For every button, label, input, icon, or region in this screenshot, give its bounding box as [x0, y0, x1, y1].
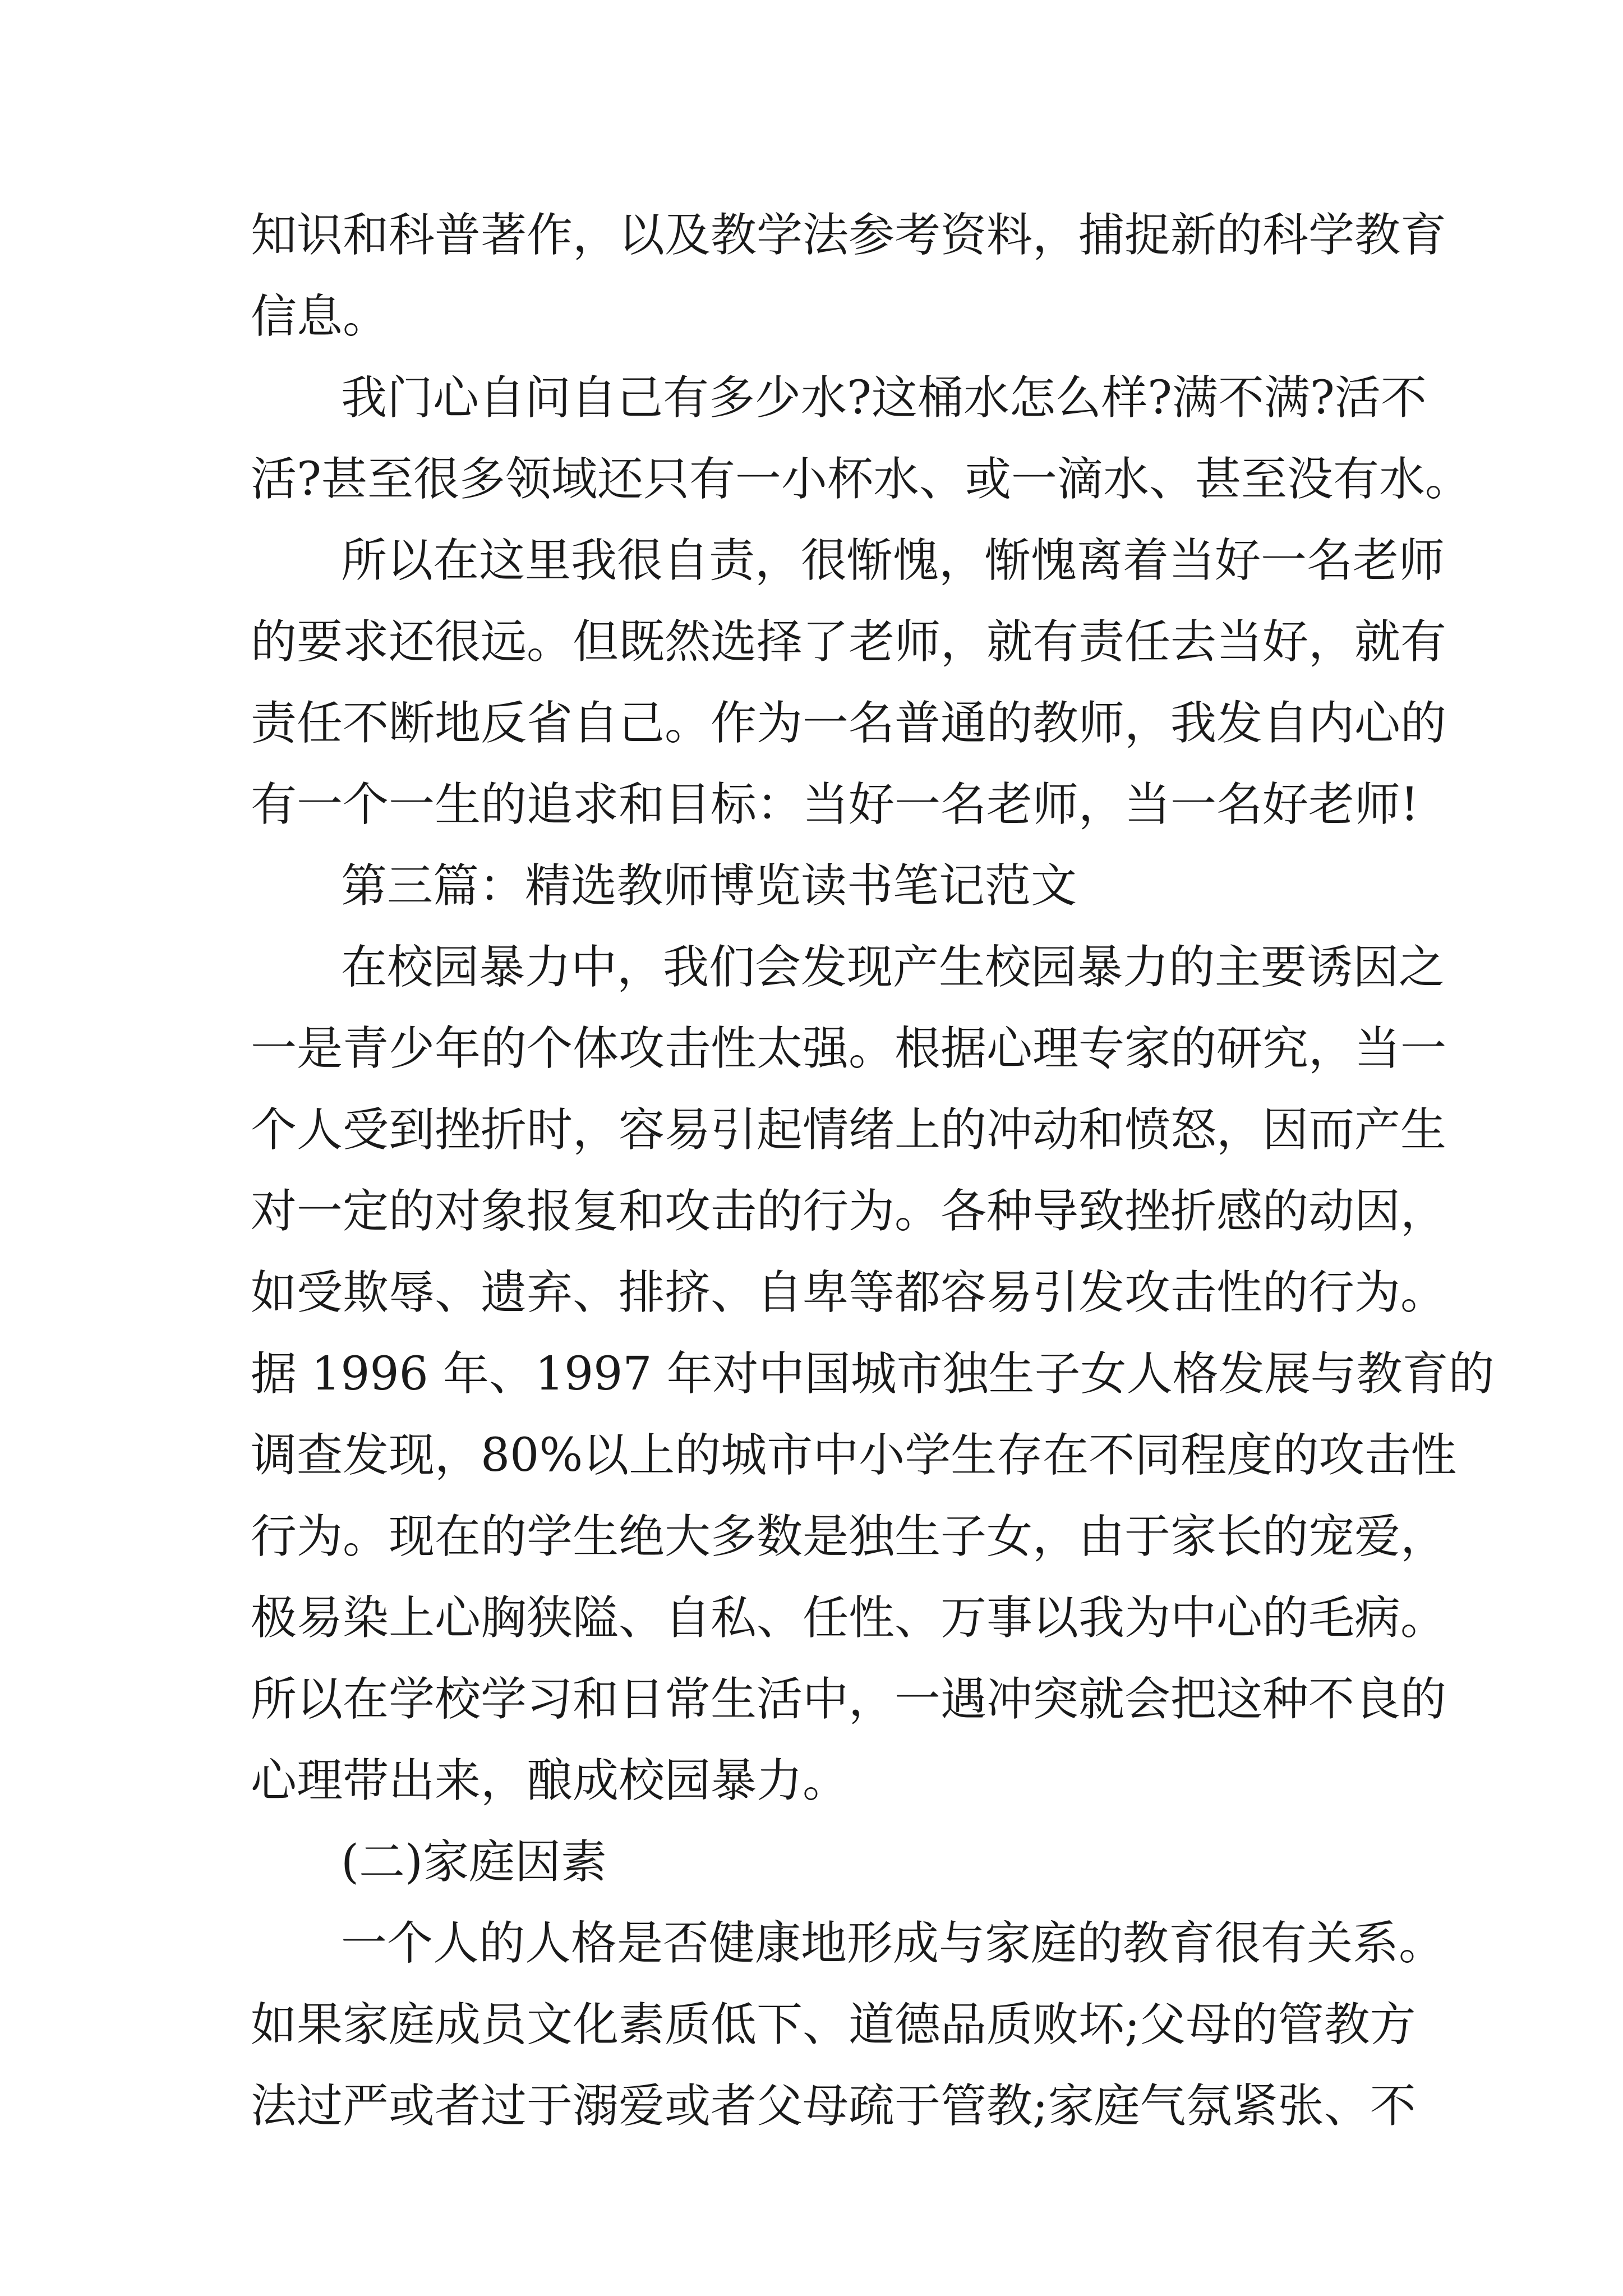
paragraph-start-line: 一个人的人格是否健康地形成与家庭的教育很有关系。	[341, 1917, 1445, 1970]
text-line: 如受欺辱、遗弃、排挤、自卑等都容易引发攻击性的行为。	[251, 1266, 1447, 1319]
text-line: 知识和科普著作，以及教学法参考资料，捕捉新的科学教育	[251, 209, 1447, 262]
text-line: 法过严或者过于溺爱或者父母疏于管教;家庭气氛紧张、不	[251, 2079, 1416, 2133]
text-line: 一是青少年的个体攻击性太强。根据心理专家的研究，当一	[251, 1022, 1447, 1075]
paragraph-start-line: 在校园暴力中，我们会发现产生校园暴力的主要诱因之	[341, 941, 1445, 994]
text-line: 个人受到挫折时，容易引起情绪上的冲动和愤怒，因而产生	[251, 1103, 1447, 1157]
paragraph-start-line: 我门心自问自己有多少水?这桶水怎么样?满不满?活不	[341, 371, 1427, 425]
text-line: 心理带出来，酿成校园暴力。	[251, 1754, 849, 1807]
text-line: 极易染上心胸狭隘、自私、任性、万事以我为中心的毛病。	[251, 1591, 1447, 1645]
text-line: 信息。	[251, 290, 389, 343]
text-line: 责任不断地反省自己。作为一名普通的教师，我发自内心的	[251, 697, 1447, 750]
text-line: 的要求还很远。但既然选择了老师，就有责任去当好，就有	[251, 615, 1447, 669]
text-line: 活?甚至很多领域还只有一小杯水、或一滴水、甚至没有水。	[251, 453, 1471, 506]
text-line: 有一个一生的追求和目标：当好一名老师，当一名好老师!	[251, 778, 1419, 831]
text-line: 行为。现在的学生绝大多数是独生子女，由于家长的宠爱，	[251, 1510, 1447, 1563]
section-heading: 第三篇：精选教师博览读书笔记范文	[341, 859, 1077, 913]
text-line: 如果家庭成员文化素质低下、道德品质败坏;父母的管教方	[251, 1998, 1416, 2051]
text-line: 据 1996 年、1997 年对中国城市独生子女人格发展与教育的	[251, 1347, 1495, 1401]
text-line: 对一定的对象报复和攻击的行为。各种导致挫折感的动因，	[251, 1185, 1447, 1238]
subsection-heading: (二)家庭因素	[341, 1835, 607, 1889]
paragraph-start-line: 所以在这里我很自责，很惭愧，惭愧离着当好一名老师	[341, 534, 1445, 587]
text-line: 调查发现，80%以上的城市中小学生存在不同程度的攻击性	[251, 1429, 1457, 1482]
text-line: 所以在学校学习和日常生活中，一遇冲突就会把这种不良的	[251, 1673, 1447, 1726]
